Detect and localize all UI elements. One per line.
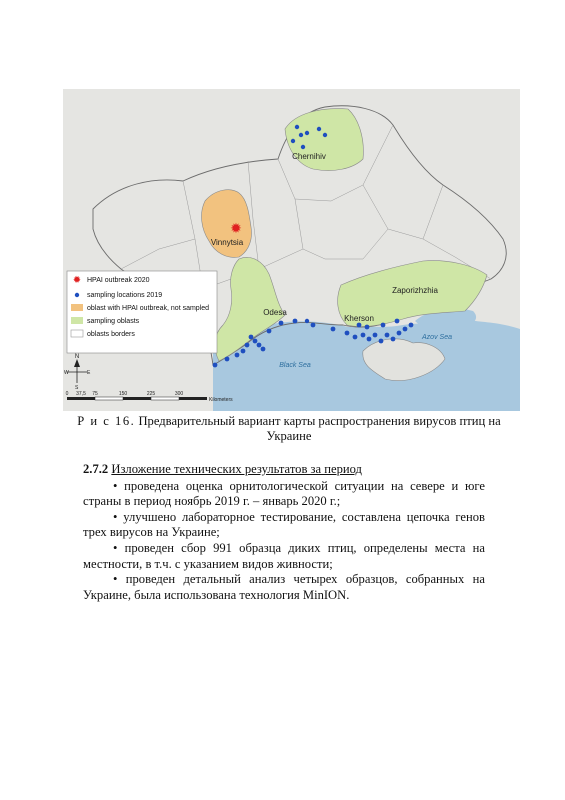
sampling-dot: [317, 127, 321, 131]
bullet-item: • улучшено лабораторное тестирование, составлена цепочка генов трех вирусов на Украине;: [83, 509, 485, 540]
caption-text: Предварительный вариант карты распространения вирусов птиц на Украине: [138, 414, 501, 443]
legend-label-green: sampling oblasts: [87, 318, 140, 325]
section-number: 2.7.2: [83, 462, 109, 476]
sampling-dot: [385, 333, 390, 338]
caption-prefix: Р и с 16.: [77, 414, 136, 428]
map-legend: [67, 271, 217, 353]
bullet-item: • проведен сбор 991 образца диких птиц, определены места на местности, в т.ч. с указанием видов живности;: [83, 540, 485, 571]
label-azov-sea: Azov Sea: [422, 334, 452, 341]
scale-tick: 37,5: [76, 391, 86, 397]
figure-caption: [74, 414, 504, 444]
sampling-dot: [379, 339, 384, 344]
legend-label-sampling: sampling locations 2019: [87, 292, 163, 299]
label-black-sea: Black Sea: [279, 362, 311, 369]
sampling-dot: [301, 145, 305, 149]
sampling-dot: [391, 337, 396, 342]
sampling-dot: [241, 349, 246, 354]
section-2-7-2: [83, 462, 485, 603]
north-label: N: [74, 354, 80, 360]
sampling-dot: [253, 339, 258, 344]
sampling-dot: [357, 323, 362, 328]
sampling-dot: [295, 125, 299, 129]
legend-symbol-white: [71, 330, 83, 337]
sampling-dot: [245, 343, 250, 348]
sampling-dot: [381, 323, 386, 328]
sampling-dot: [305, 131, 309, 135]
sampling-dot: [345, 331, 350, 336]
sampling-dot: [323, 133, 327, 137]
legend-symbol-outbreak: ✹: [72, 275, 82, 286]
sampling-dot: [361, 333, 366, 338]
label-chernihiv: Chernihiv: [292, 152, 326, 161]
sampling-dot: [353, 335, 358, 340]
ukraine-bird-virus-map: [63, 89, 520, 411]
label-kherson: Kherson: [344, 314, 374, 323]
legend-symbol-green: [71, 317, 83, 324]
sampling-dot: [267, 329, 272, 334]
sampling-dot: [257, 343, 262, 348]
east-label: E: [87, 370, 91, 376]
section-title: Изложение технических результатов за период: [111, 462, 362, 476]
legend-label-outbreak: HPAI outbreak 2020: [87, 277, 150, 284]
sampling-dot: [395, 319, 400, 324]
sampling-dot: [373, 333, 378, 338]
scale-tick: 75: [92, 391, 98, 397]
sampling-dot: [331, 327, 336, 332]
sampling-dot: [261, 347, 266, 352]
scale-unit: Kilometers: [209, 397, 233, 403]
sampling-dot: [225, 357, 230, 362]
sampling-dot: [311, 323, 316, 328]
sampling-dot: [291, 139, 295, 143]
label-zaporizhzhia: Zaporizhzhia: [392, 286, 438, 295]
sampling-dot: [299, 133, 303, 137]
sampling-dot: [249, 335, 254, 340]
legend-symbol-orange: [71, 304, 83, 311]
west-label: W: [64, 370, 69, 376]
sampling-dot: [279, 321, 284, 326]
sampling-dot: [367, 337, 372, 342]
label-vinnytsia: Vinnytsia: [210, 238, 244, 247]
sampling-dot: [403, 327, 408, 332]
sampling-dot: [365, 325, 370, 330]
sampling-dot: [305, 319, 309, 323]
sampling-dot: [409, 323, 414, 328]
bullet-item: • проведена оценка орнитологической ситуации на севере и юге страны в период ноябрь 2019 г. – январь 2020 г.;: [83, 478, 485, 509]
south-label: S: [75, 385, 79, 391]
sampling-dot: [293, 319, 298, 324]
sampling-dot: [397, 331, 402, 336]
label-odesa: Odesa: [263, 308, 287, 317]
section-heading: [83, 462, 485, 478]
bullet-item: • проведен детальный анализ четырех образцов, собранных на Украине, была использована технология MinION.: [83, 572, 485, 602]
sampling-dot: [213, 363, 218, 368]
scale-tick: 150: [118, 391, 128, 397]
scale-tick: 225: [146, 391, 156, 397]
sampling-dot: [235, 353, 240, 358]
legend-label-orange: oblast with HPAI outbreak, not sampled: [87, 305, 210, 312]
scale-tick: 300: [174, 391, 184, 397]
legend-symbol-sampling: [75, 293, 79, 297]
hpai-outbreak-star: ✹: [230, 221, 242, 237]
legend-label-white: oblasts borders: [87, 331, 135, 338]
scale-tick: 0: [65, 391, 69, 397]
